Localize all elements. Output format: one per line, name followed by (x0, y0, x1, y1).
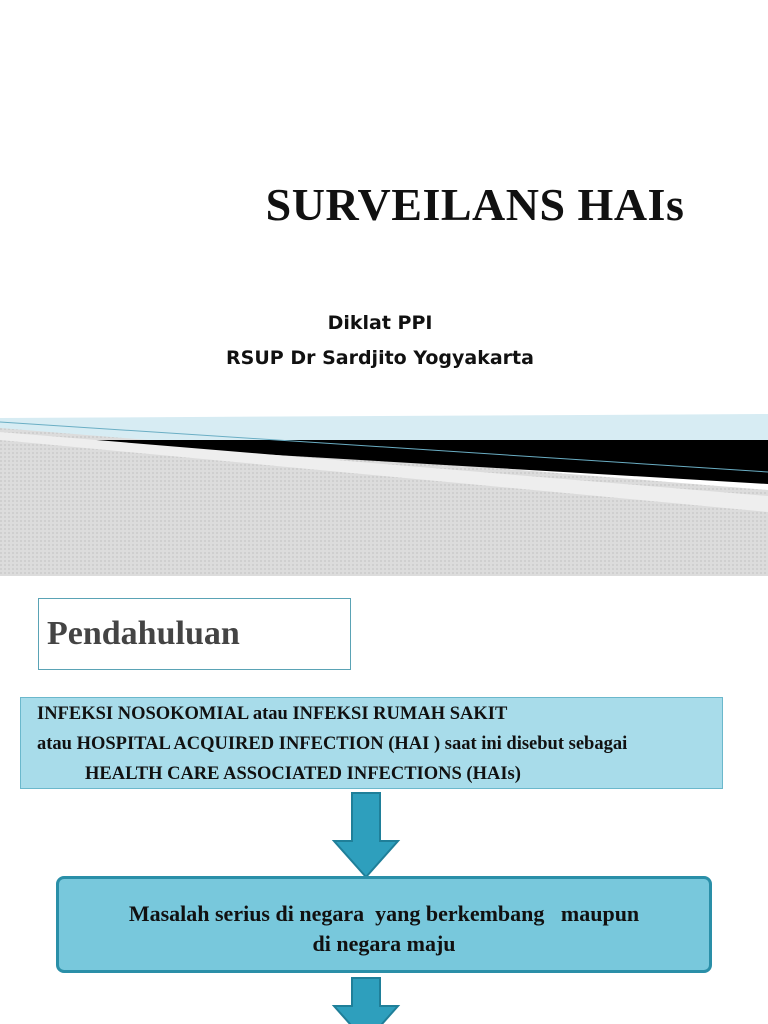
definition-line-2: atau HOSPITAL ACQUIRED INFECTION (HAI ) saat ini disebut sebagai (37, 734, 628, 754)
heading-box (38, 598, 351, 670)
down-arrow-icon (330, 791, 402, 879)
intro-slide (0, 576, 768, 1024)
subtitle-line-1: Diklat PPI (327, 312, 433, 334)
definition-line-1: INFEKSI NOSOKOMIAL atau INFEKSI RUMAH SAKIT (37, 704, 508, 724)
down-arrow-icon (330, 976, 402, 1024)
slide-title: SURVEILANS HAIs (265, 179, 685, 230)
problem-line-1: Masalah serius di negara yang berkembang maupun (128, 901, 640, 926)
problem-line-2: di negara maju (312, 931, 456, 956)
definition-line-3: HEALTH CARE ASSOCIATED INFECTIONS (HAIs) (85, 764, 521, 784)
definition-box (20, 697, 723, 789)
slide-heading: Pendahuluan (47, 615, 240, 652)
subtitle-line-2: RSUP Dr Sardjito Yogyakarta (226, 347, 534, 369)
decorative-stripes (0, 400, 768, 576)
problem-box (56, 876, 712, 973)
